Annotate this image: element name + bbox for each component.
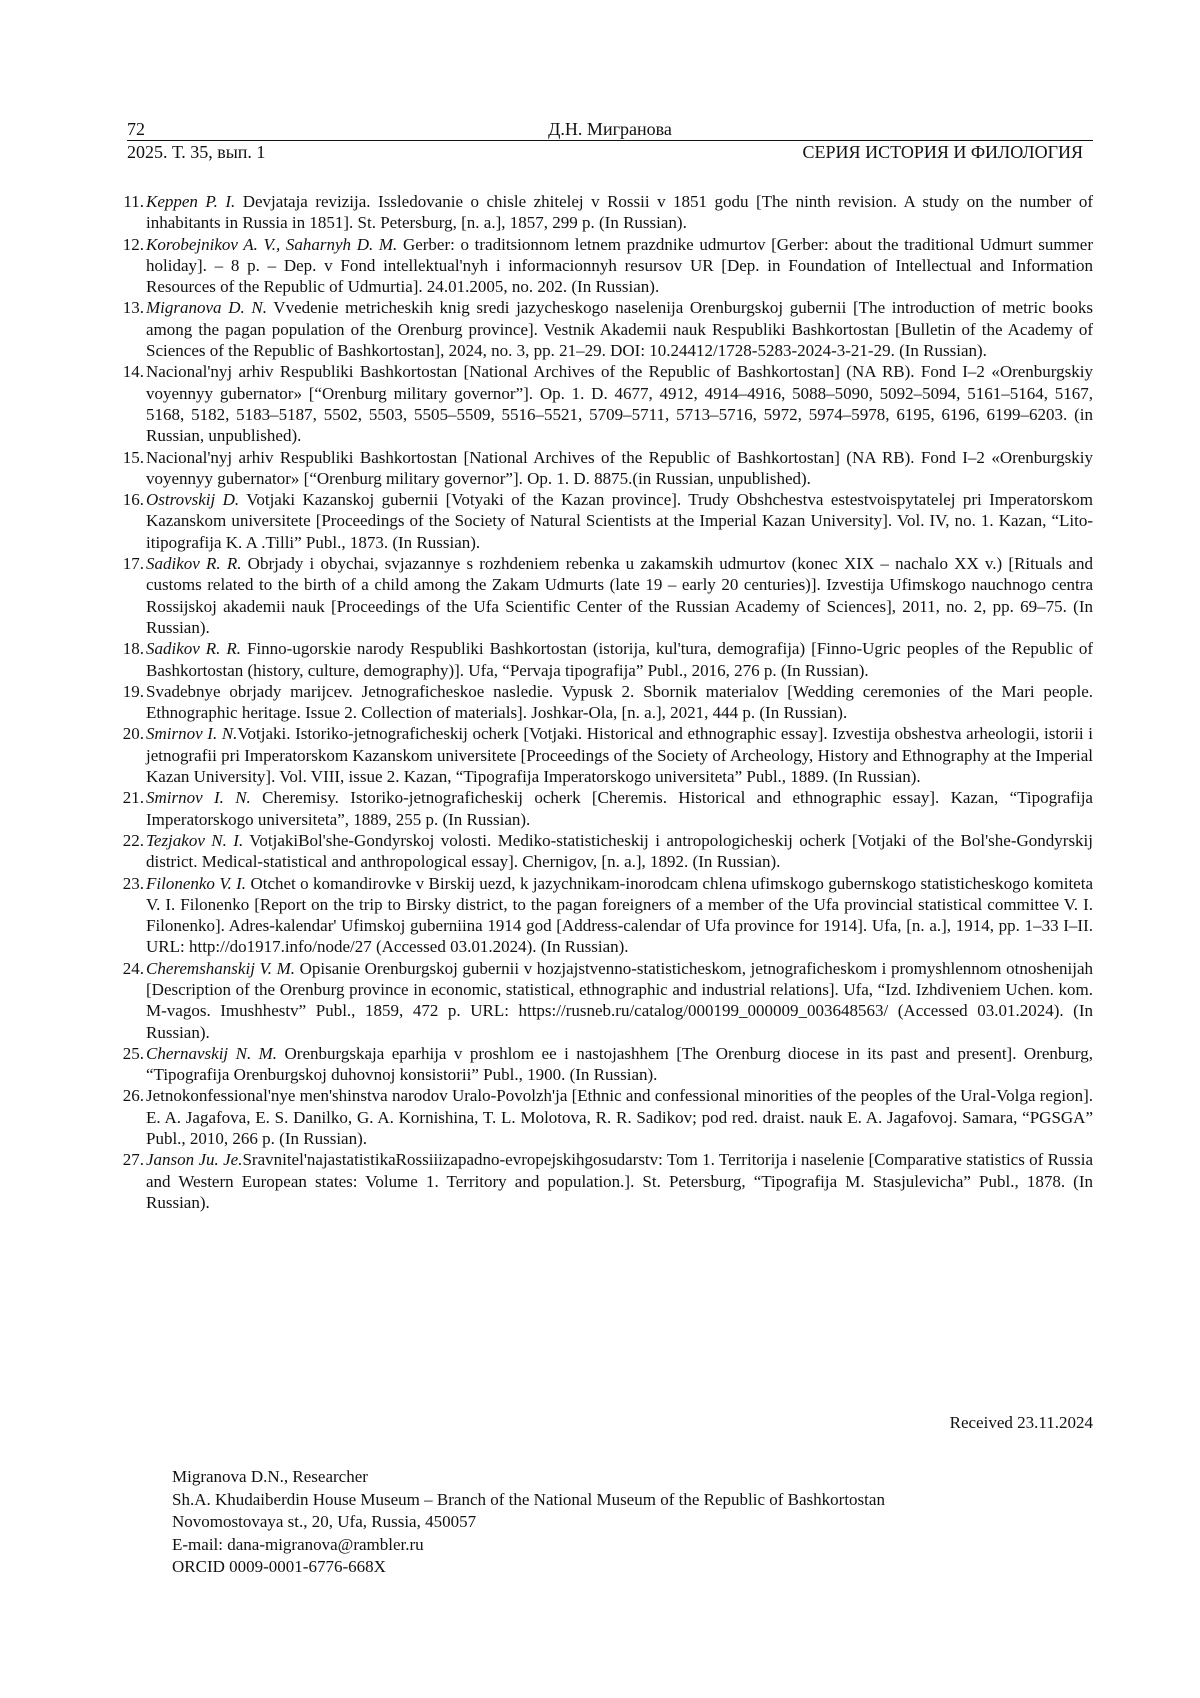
reference-number: 17. bbox=[122, 554, 144, 574]
reference-item bbox=[122, 361, 1093, 446]
reference-text: Gerber: o traditsionnom letnem prazdnike udmurtov [Gerber: about the traditional Udmurt summer holiday]. – 8 p. – Dep. v Fond intellektual'nyh i informacionnyh resursov UR [Dep. in Foundation of Intellectual and Information Resources of the Republic of Udmurtia]. 24.01.2005, no. 202. (In Russian). bbox=[146, 234, 1093, 297]
reference-number: 13. bbox=[122, 298, 144, 318]
reference-number: 18. bbox=[122, 639, 144, 659]
reference-item bbox=[122, 1043, 1094, 1086]
reference-item bbox=[122, 787, 1093, 830]
reference-item bbox=[122, 297, 1093, 361]
reference-item bbox=[122, 553, 1093, 638]
reference-text: Cheremisy. Istoriko-jetnograficheskij ocherk [Cheremis. Historical and ethnographic essay]. Kazan, “Tipografija Imperatorskogo universiteta”, 1889, 255 p. (In Russian). bbox=[146, 788, 1093, 829]
reference-text: Orenburgskaja eparhija v proshlom ee i nastojashhem [The Orenburg diocese in its past and present]. Orenburg, “Tipografija Orenburgskoj duhovnoj konsistorii” Publ., 1900. (In Russian). bbox=[146, 1043, 1094, 1085]
reference-item bbox=[122, 1149, 1093, 1213]
reference-author: Keppen P. I. bbox=[146, 192, 236, 211]
reference-author: Smirnov I. N. bbox=[146, 788, 251, 808]
reference-number: 23. bbox=[122, 873, 144, 893]
address: Novomostovaya st., 20, Ufa, Russia, 450057 bbox=[172, 1512, 477, 1531]
reference-number: 15. bbox=[122, 447, 144, 467]
journal-issue: 2025. Т. 35, вып. 1 bbox=[127, 142, 266, 162]
reference-author: Sadikov R. R. bbox=[146, 639, 242, 659]
reference-number: 27. bbox=[122, 1150, 144, 1170]
reference-text: Devjataja revizija. Issledovanie o chisle zhitelej v Rossii v 1851 godu [The ninth revision. A study on the number of inhabitants in Russia in 1851]. St. Petersburg, [n. a.], 1857, 299 p. (In Russian). bbox=[146, 192, 1093, 233]
reference-author: Chernavskij N. M. bbox=[146, 1043, 278, 1063]
reference-item bbox=[122, 681, 1093, 724]
institution: Sh.A. Khudaiberdin House Museum – Branch of the National Museum of the Republic of Bashkortostan bbox=[172, 1489, 885, 1509]
email: E-mail: dana-migranova@rambler.ru bbox=[172, 1534, 424, 1554]
reference-item bbox=[122, 958, 1093, 1043]
reference-number: 25. bbox=[122, 1043, 144, 1063]
reference-author: Ostrovskij D. bbox=[146, 490, 240, 510]
reference-text: Sravnitel'najastatistikaRossiiizapadno-evropejskihgosudarstv: Tom 1. Territorija i naselenie [Comparative statistics of Russia and Western European states: Volume 1. Territory and population.]. St. Petersburg, “Tipografija M. Stasjulevicha” Publ., 1878. (In Russian). bbox=[146, 1150, 1093, 1212]
reference-number: 21. bbox=[122, 788, 144, 808]
reference-item bbox=[122, 234, 1093, 298]
reference-number: 20. bbox=[122, 724, 144, 744]
reference-item bbox=[122, 1085, 1093, 1149]
reference-text: Jetnokonfessional'nye men'shinstva narodov Uralo-Povolzh'ja [Ethnic and confessional minorities of the peoples of the Ural-Volga region]. E. A. Jagafova, E. S. Danilko, G. A. Kornishina, T. L. Molotova, R. R. Sadikov; pod red. draist. nauk E. A. Jagafovoj. Samara, “PGSGA” Publ., 2010, 266 p. (In Russian). bbox=[146, 1086, 1093, 1149]
reference-author: Cheremshanskij V. M. bbox=[146, 958, 295, 978]
reference-number: 19. bbox=[122, 681, 144, 701]
journal-series: СЕРИЯ ИСТОРИЯ И ФИЛОЛОГИЯ bbox=[802, 142, 1083, 162]
reference-item bbox=[122, 723, 1093, 787]
reference-number: 12. bbox=[122, 234, 144, 254]
reference-item bbox=[123, 191, 1093, 234]
reference-author: Migranova D. N. bbox=[146, 298, 267, 318]
reference-text: Nacional'nyj arhiv Respubliki Bashkortostan [National Archives of the Republic of Bashkortostan] (NA RB). Fond I–2 «Orenburgskiy voyennyy gubernator» [“Orenburg military governor”]. Op. 1. D. 8875.(in Russian, unpublished). bbox=[146, 447, 1093, 488]
reference-number: 22. bbox=[122, 830, 144, 850]
orcid: ORCID 0009-0001-6776-668X bbox=[172, 1557, 386, 1576]
reference-text: Nacional'nyj arhiv Respubliki Bashkortostan [National Archives of the Republic of Bashkortostan] (NA RB). Fond I–2 «Orenburgskiy voyennyy gubernator» [“Orenburg military governor”]. Op. 1. D. 4677, 4912, 4914–4916, 5088–5090, 5092–5094, 5161–5164, 5167, 5168, 5182, 5183–5187, 5502, 5503, 5505–5509, 5516–5521, 5709–5711, 5713–5716, 5972, 5974–5978, 6195, 6196, 6199–6203. (in Russian, unpublished). bbox=[146, 362, 1093, 446]
reference-author: Smirnov I. N. bbox=[146, 724, 238, 744]
author-name: Migranova D.N., Researcher bbox=[172, 1467, 368, 1486]
reference-text: Vvedenie metricheskih knig sredi jazycheskogo naselenija Orenburgskoj gubernii [The introduction of metric books among the pagan population of the Orenburg province]. Vestnik Akademii nauk Respubliki Bashkortostan [Bulletin of the Academy of Sciences of the Republic of Bashkortostan], 2024, no. 3, pp. 21–29. DOI: 10.24412/1728-5283-2024-3-21-29. (In Russian). bbox=[146, 298, 1093, 361]
reference-text: Votjaki Kazanskoj gubernii [Votyaki of the Kazan province]. Trudy Obshchestva estestvoispytatelej pri Imperatorskom Kazanskom universitete [Proceedings of the Society of Natural Scientists at the Imperial Kazan University]. Vol. IV, no. 1. Kazan, “Lito- itipografija K. A .Tilli” Publ., 1873. (In Russian). bbox=[146, 490, 1093, 552]
reference-number: 24. bbox=[122, 958, 144, 978]
author-affiliation bbox=[172, 1466, 885, 1579]
reference-text: Opisanie Orenburgskoj gubernii v hozjajstvenno-statisticheskom, jetnograficheskom i promyshlennom otnoshenijah [Description of the Orenburg province in economic, statistical, ethnographic and industrial relations]. Ufa, “Izd. Izhdiveniem Uchen. kom. M-vagos. Imushhestv” Publ., 1859, 472 p. URL: https://rusneb.ru/catalog/000199_000009_003648563/ (Accessed 03.01.2024). (In Russian). bbox=[146, 958, 1093, 1042]
reference-number: 16. bbox=[122, 490, 144, 510]
running-header bbox=[127, 118, 1093, 163]
reference-text: Obrjady i obychai, svjazannye s rozhdeniem rebenka u zakamskih udmurtov (konec XIX – nachalo XX v.) [Rituals and customs related to the birth of a child among the Zakam Udmurts (late 19 – early 20 centuries)]. Izvestija Ufimskogo nauchnogo centra Rossijskoj akademii nauk [Proceedings of the Ufa Scientific Center of the Russian Academy of Sciences], 2011, no. 2, pp. 69–75. (In Russian). bbox=[146, 554, 1093, 637]
header-bottom-row bbox=[127, 141, 1093, 163]
reference-author: Tezjakov N. I. bbox=[146, 830, 244, 850]
reference-item bbox=[122, 638, 1094, 681]
reference-item bbox=[122, 489, 1093, 553]
reference-number: 26. bbox=[122, 1086, 144, 1106]
reference-text: Otchet o komandirovke v Birskij uezd, k jazychnikam-inorodcam chlena ufimskogo gubernskogo statisticheskogo komiteta V. I. Filonenko [Report on the trip to Birsky district, to the pagan foreigners of a member of the Ufa provincial statistical committee V. I. Filonenko]. Adres-kalendar' Ufimskoj guberniina 1914 god [Address-calendar of Ufa province for 1914]. Ufa, [n. a.], 1914, pp. 1–33 I–II. URL: http://do1917.info/node/27 (Accessed 03.01.2024). (In Russian). bbox=[146, 873, 1093, 957]
received-date: Received 23.11.2024 bbox=[949, 1413, 1093, 1432]
reference-item bbox=[122, 447, 1093, 490]
page-number: 72 bbox=[127, 119, 145, 139]
header-top-row bbox=[127, 118, 1093, 141]
reference-text: Votjaki. Istoriko-jetnograficheskij ocherk [Votjaki. Historical and ethnographic essay]. Izvestija obshestva arheologii, istorii i jetnografii pri Imperatorskom Kazanskom universitete [Proceedings of the Society of Archeology, History and Ethnography at the Imperial Kazan University]. Vol. VIII, issue 2. Kazan, “Tipografija Imperatorskogo universiteta” Publ., 1889. (In Russian). bbox=[146, 724, 1093, 787]
reference-author: Korobejnikov A. V., Saharnyh D. M. bbox=[146, 234, 398, 254]
reference-text: Svadebnye obrjady marijcev. Jetnograficheskoe nasledie. Vypusk 2. Sbornik materialov [Wedding ceremonies of the Mari people. Ethnographic heritage. Issue 2. Collection of materials]. Joshkar-Ola, [n. a.], 2021, 444 p. (In Russian). bbox=[146, 681, 1093, 723]
reference-text: Finno-ugorskie narody Respubliki Bashkortostan (istorija, kul'tura, demografija) [Finno-Ugric peoples of the Republic of Bashkortostan (history, culture, demography)]. Ufa, “Pervaja tipografija” Publ., 2016, 276 p. (In Russian). bbox=[146, 639, 1094, 680]
reference-author: Filonenko V. I. bbox=[146, 873, 247, 893]
running-author: Д.Н. Мигранова bbox=[548, 119, 672, 139]
reference-author: Janson Ju. Je. bbox=[146, 1150, 243, 1170]
reference-author: Sadikov R. R. bbox=[146, 554, 242, 574]
reference-list bbox=[122, 191, 1094, 1213]
reference-item bbox=[122, 873, 1093, 958]
reference-item bbox=[122, 830, 1094, 873]
reference-text: VotjakiBol'she-Gondyrskoj volosti. Mediko-statisticheskij i antropologicheskij ocherk [Votjaki of the Bol'she-Gondyrskij district. Medical-statistical and anthropological essay]. Chernigov, [n. a.], 1892. (In Russian). bbox=[146, 830, 1094, 872]
reference-number: 11. bbox=[123, 192, 144, 211]
reference-number: 14. bbox=[122, 362, 144, 382]
